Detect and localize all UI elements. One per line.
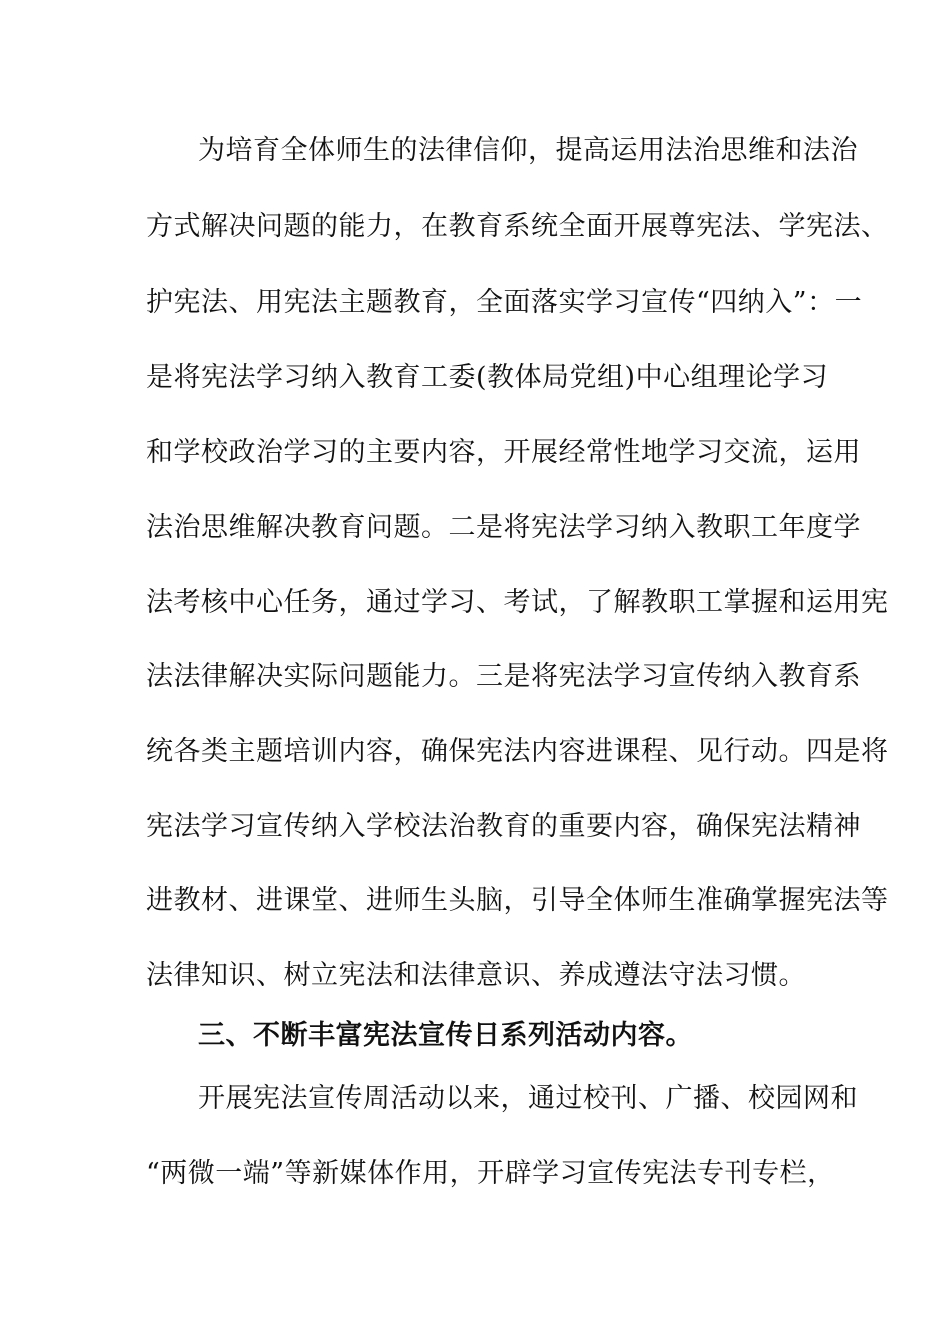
paragraph-1-line-9: 统各类主题培训内容，确保宪法内容进课程、见行动。四是将	[146, 736, 889, 767]
paragraph-1-line-2: 方式解决问题的能力，在教育系统全面开展尊宪法、学宪法、	[146, 211, 889, 242]
paragraph-1-line-7: 法考核中心任务，通过学习、考试，了解教职工掌握和运用宪	[146, 587, 889, 618]
paragraph-1-line-3: 护宪法、用宪法主题教育，全面落实学习宣传“四纳入”：一	[146, 287, 863, 318]
paragraph-2-line-2: “两微一端”等新媒体作用，开辟学习宣传宪法专刊专栏，	[146, 1158, 835, 1189]
paragraph-1-line-5: 和学校政治学习的主要内容，开展经常性地学习交流，运用	[146, 437, 861, 468]
paragraph-2-line-1: 开展宪法宣传周活动以来，通过校刊、广播、校园网和	[198, 1083, 858, 1114]
paragraph-1-line-1: 为培育全体师生的法律信仰，提高运用法治思维和法治	[198, 135, 858, 166]
paragraph-1-line-12: 法律知识、树立宪法和法律意识、养成遵法守法习惯。	[146, 960, 806, 991]
paragraph-1-line-11: 进教材、进课堂、进师生头脑，引导全体师生准确掌握宪法等	[146, 885, 889, 916]
paragraph-1-line-4: 是将宪法学习纳入教育工委(教体局党组)中心组理论学习	[146, 362, 829, 393]
paragraph-1-line-6: 法治思维解决教育问题。二是将宪法学习纳入教职工年度学	[146, 512, 861, 543]
paragraph-1-line-10: 宪法学习宣传纳入学校法治教育的重要内容，确保宪法精神	[146, 811, 861, 842]
paragraph-1-line-8: 法法律解决实际问题能力。三是将宪法学习宣传纳入教育系	[146, 661, 861, 692]
section-heading-3: 三、不断丰富宪法宣传日系列活动内容。	[198, 1020, 693, 1051]
